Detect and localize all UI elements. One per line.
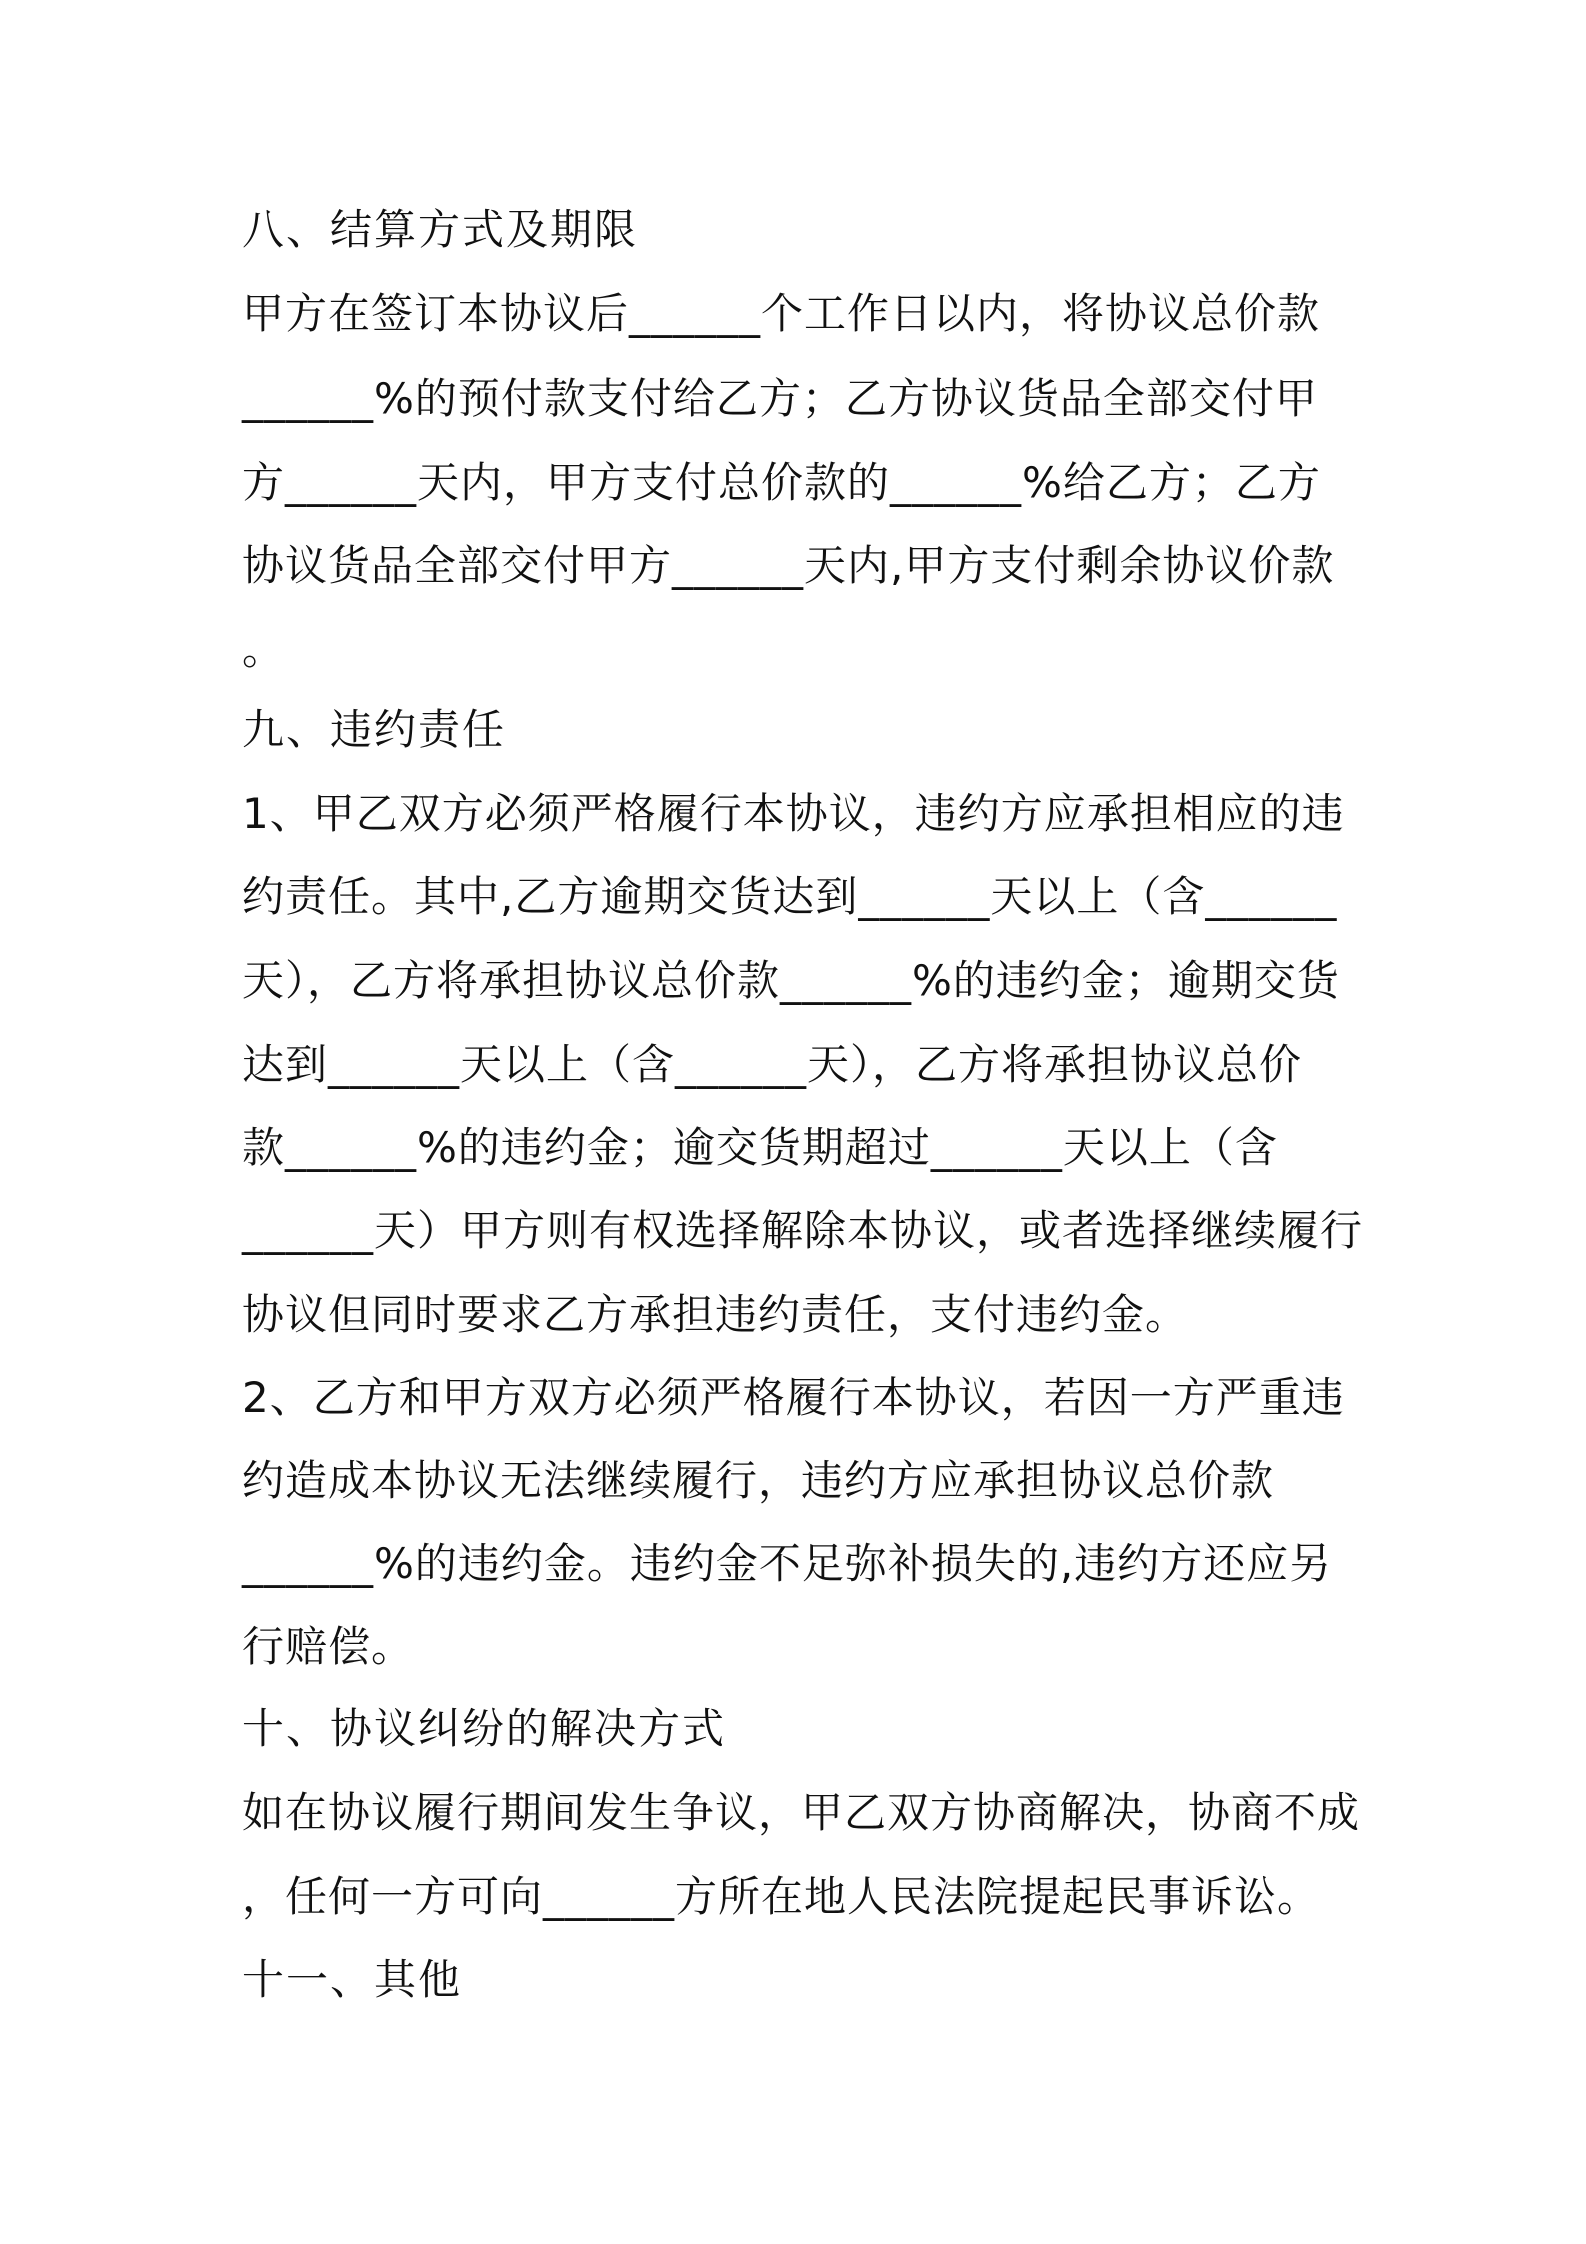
section-9-line-6: ______天）甲方则有权选择解除本协议，或者选择继续履行 <box>242 1206 1364 1255</box>
section-9-line-11: 行赔偿。 <box>242 1622 415 1671</box>
section-9-line-9: 约造成本协议无法继续履行，违约方应承担协议总价款 <box>242 1456 1275 1505</box>
section-9-line-8: 2、乙方和甲方双方必须严格履行本协议，若因一方严重违 <box>242 1373 1345 1422</box>
section-8-line-4: 协议货品全部交付甲方______天内,甲方支付剩余协议价款 <box>242 541 1335 590</box>
section-9-line-3: 天），乙方将承担协议总价款______%的违约金；逾期交货 <box>242 956 1340 1005</box>
section-8-line-1: 甲方在签订本协议后______个工作日以内，将协议总价款 <box>242 289 1321 338</box>
section-8-line-3: 方______天内，甲方支付总价款的______%给乙方；乙方 <box>242 458 1321 507</box>
section-8-heading: 八、结算方式及期限 <box>242 205 639 254</box>
section-9-line-10: ______%的违约金。违约金不足弥补损失的,违约方还应另 <box>242 1539 1333 1588</box>
section-10-heading: 十、协议纠纷的解决方式 <box>242 1704 727 1753</box>
section-9-line-7: 协议但同时要求乙方承担违约责任，支付违约金。 <box>242 1290 1189 1339</box>
section-10-line-1: 如在协议履行期间发生争议，甲乙双方协商解决，协商不成 <box>242 1788 1361 1837</box>
section-8-line-5: 。 <box>242 625 286 674</box>
section-10-line-2: ，任何一方可向______方所在地人民法院提起民事诉讼。 <box>242 1872 1321 1921</box>
section-11-heading: 十一、其他 <box>242 1955 463 2004</box>
section-9-line-4: 达到______天以上（含______天），乙方将承担协议总价 <box>242 1040 1303 1089</box>
section-9-heading: 九、违约责任 <box>242 705 507 754</box>
section-9-line-2: 约责任。其中,乙方逾期交货达到______天以上（含______ <box>242 872 1338 921</box>
section-9-line-1: 1、甲乙双方必须严格履行本协议，违约方应承担相应的违 <box>242 789 1345 838</box>
section-9-line-5: 款______%的违约金；逾交货期超过______天以上（含 <box>242 1123 1278 1172</box>
section-8-line-2: ______%的预付款支付给乙方；乙方协议货品全部交付甲 <box>242 374 1318 423</box>
